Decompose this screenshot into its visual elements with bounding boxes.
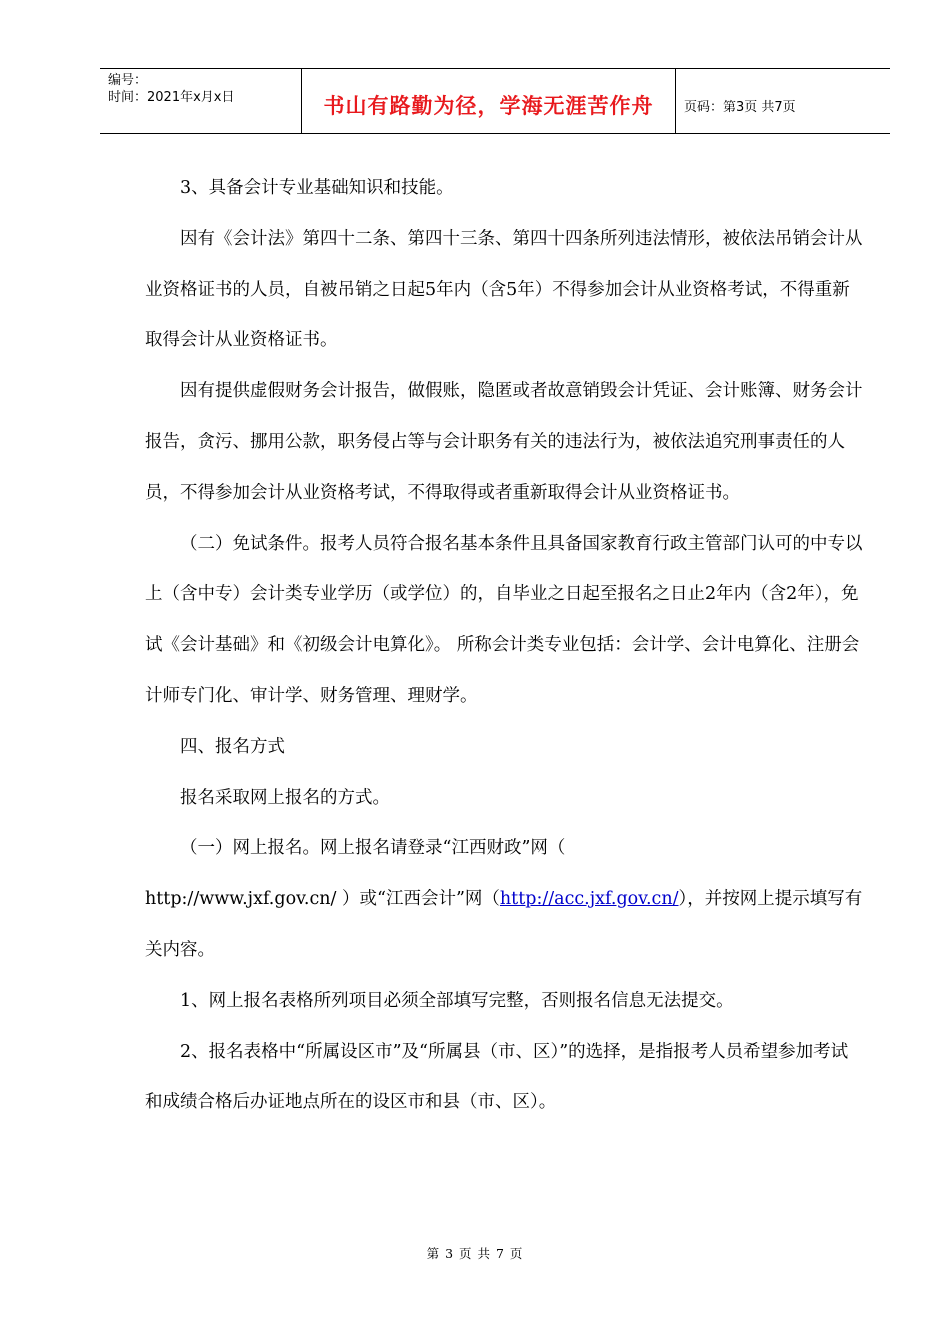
- jxf-url-text: http://www.jxf.gov.cn/ ）或“江西会计”网（: [145, 889, 500, 910]
- paragraph-online-registration: （一）网上报名。网上报名请登录“江西财政”网（: [180, 838, 566, 859]
- document-time-label: 时间：2021年x月x日: [108, 90, 235, 105]
- paragraph-exemption: （二）免试条件。报考人员符合报名基本条件且具备国家教育行政主管部门认可的中专以上（含中专）会计类专业学历（或学位）的，自毕业之日起至报名之日止2年内（含2年），免试《会计基础》和《初级会计电算化》。 所称会计类专业包括：会计学、会计电算化、注册会计师专门化、审计学、财务管理、理财学。: [145, 533, 863, 706]
- header-meta: [100, 69, 302, 133]
- paragraph-registration-method: 报名采取网上报名的方式。: [180, 787, 390, 808]
- paragraph-revocation-rule: 因有《会计法》第四十二条、第四十三条、第四十四条所列违法情形，被依法吊销会计从业资格证书的人员，自被吊销之日起5年内（含5年）不得参加会计从业资格考试，不得重新取得会计从业资格证书。: [145, 228, 863, 351]
- section-heading-registration: 四、报名方式: [180, 736, 285, 757]
- header-page-cell: [676, 69, 890, 133]
- page-header: [100, 68, 890, 134]
- header-motto-cell: [302, 69, 676, 133]
- header-motto: 书山有路勤为径，学海无涯苦作舟: [323, 94, 654, 118]
- paragraph-region-selection: 2、报名表格中“所属设区市”及“所属县（市、区）”的选择，是指报考人员希望参加考试和成绩合格后办证地点所在的设区市和县（市、区）。: [145, 1041, 849, 1113]
- paragraph-requirement-3: 3、具备会计专业基础知识和技能。: [180, 178, 454, 198]
- paragraph-criminal-rule: 因有提供虚假财务会计报告，做假账，隐匿或者故意销毁会计凭证、会计账簿、财务会计报告，贪污、挪用公款，职务侵占等与会计职务有关的违法行为，被依法追究刑事责任的人员，不得参加会计从业资格考试，不得取得或者重新取得会计从业资格证书。: [145, 381, 863, 503]
- header-page-info: 页码：第3页 共7页: [684, 99, 796, 115]
- page-footer: 第 3 页 共 7 页: [426, 1246, 524, 1261]
- acc-jxf-link[interactable]: http://acc.jxf.gov.cn/: [499, 889, 679, 910]
- document-number-label: 编号：: [108, 73, 148, 88]
- paragraph-online-registration-cont: [145, 874, 865, 976]
- document-body: [145, 163, 865, 1128]
- online-registration-tail: ），并按网上提示填写有关内容。: [145, 889, 863, 960]
- paragraph-form-complete: 1、网上报名表格所列项目必须全部填写完整，否则报名信息无法提交。: [180, 990, 734, 1011]
